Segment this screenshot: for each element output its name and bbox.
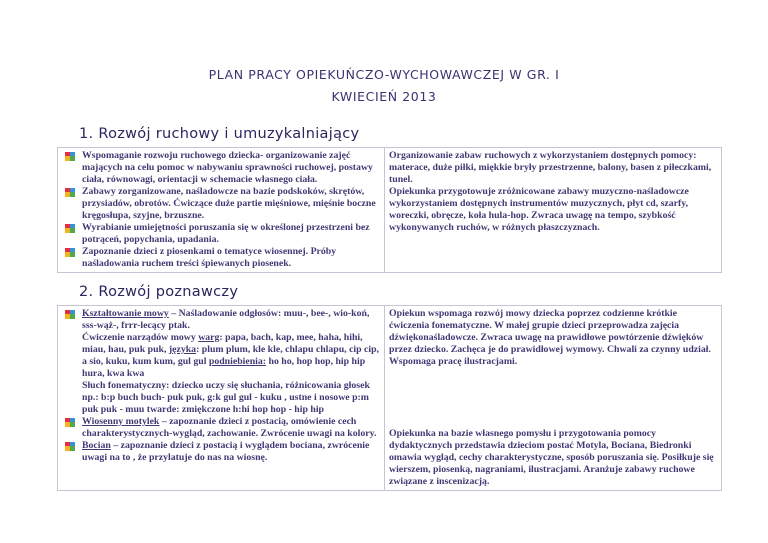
objectives-cell [58,306,385,491]
objectives-list [62,308,380,464]
methods-cell [385,148,722,273]
list-item-text: Wyrabianie umiejętności poruszania się w określonej przestrzeni bez potrąceń, popychania, upadania. [82,222,370,245]
term-speech: Kształtowanie mowy [82,308,169,319]
section-table-cognitive [57,305,722,491]
bullet-icon [65,188,75,197]
methods-cell [385,306,722,491]
list-item [62,186,380,222]
item-text: Ćwiczenie narządów mowy [82,332,199,343]
item-text: – Naśladowanie odgłosów: muu-, bee-, wio-koń, sss-wąż-, frrr-lecący ptak. [82,308,370,331]
item-text: ho ho, hop hop, hip hip hura, kwa kwa [82,356,366,379]
methods-paragraph: Opiekunka na bazie własnego pomysłu i przygotowania pomocy dydaktycznych przedstawia dzieciom postać Motyla, Bociana, Biedronki omawia wygląd, cechy charakterystyczne, sposób poruszania się. Posiłkuje się wierszem, piosenką, nagraniami, ilustracjami. Aranżuje zabawy ruchowe związane z inscenizacją. [389,428,714,487]
list-item [62,246,380,270]
section-heading-motor: 1. Rozwój ruchowy i umuzykalniający [79,126,360,142]
term-palate: podniebienia: [208,356,267,367]
list-item [62,222,380,246]
item-text: – zapoznanie dzieci z postacią, omówienie cech charakterystycznych-wygląd, zachowanie. Zwrócenie uwagi na kolory. [82,416,377,439]
bullet-icon [65,310,75,319]
list-item-text: Zapoznanie dzieci z piosenkami o tematyce wiosennej. Próby naśladowania ruchem treści śpiewanych piosenek. [82,246,337,269]
item-text: – zapoznanie dzieci z postacią i wyglądem bociana, zwrócenie uwagi na to , że przylatuje do nas na wiosnę. [82,440,370,463]
objectives-list [62,150,380,270]
term-butterfly: Wiosenny motylek [82,416,160,427]
term-lips: warg [198,332,220,343]
bullet-icon [65,224,75,233]
section-table-motor [57,147,722,273]
list-item-text: Wspomaganie rozwoju ruchowego dziecka- organizowanie zajęć mających na celu pomoc w nabywaniu sprawności ruchowej, postawy ciała, równowagi, orientacji w schemacie własnego ciała. [82,150,373,185]
item-text: : plum plum, kle kle, chlapu chlapu, cip cip, a sio, kuku, kum kum, gul gul [82,344,380,367]
document-title: PLAN PRACY OPIEKUŃCZO-WYCHOWAWCZEJ W GR. I [208,67,560,82]
list-item [62,150,380,186]
methods-paragraph: Opiekun wspomaga rozwój mowy dziecka poprzez codzienne krótkie ćwiczenia fonematyczne. W małej grupie dzieci przeprowadza zajęcia dźwiękonaśladowcze. Zwraca uwagę na prawidłowe powtórzenie dźwięków przez dziecko. Zachęca je do prawidłowej wymowy. Chwali za czynny udział. Wspomaga pracę ilustracjami. [389,308,711,367]
item-text: Słuch fonematyczny: dziecko uczy się słuchania, różnicowania głosek np.: b:p buch buch- puk puk, g:k gul gul - kuku , ustne i nosowe p:m puk puk - muu twarde: zmiękczone h:hi hop hop - hip hip [82,380,370,415]
list-item [62,440,380,464]
methods-paragraph: Organizowanie zabaw ruchowych z wykorzystaniem dostępnych pomocy: materace, duże piłki, miękkie bryły przestrzenne, balony, basen z piłeczkami, tunel. [389,150,712,185]
bullet-icon [65,442,75,451]
term-stork: Bocian [82,440,111,451]
list-item [62,416,380,440]
bullet-icon [65,418,75,427]
objectives-cell [58,148,385,273]
item-text: : papa, bach, kap, mee, haha, hihi, miau, hau, puk puk, [82,332,363,355]
list-item [62,308,380,416]
list-item-text: Zabawy zorganizowane, naśladowcze na bazie podskoków, skrętów, przysiadów, obrotów. Ćwiczące duże partie mięśniowe, mięśnie boczne kręgosłupa, szyjne, brzuszne. [82,186,376,221]
term-tongue: języka [168,344,197,355]
document-subtitle-month: KWIECIEŃ 2013 [331,89,437,104]
bullet-icon [65,248,75,257]
methods-paragraph: Opiekunka przygotowuje zróżnicowane zabawy muzyczno-naśladowcze wykorzystaniem dostępnych instrumentów muzycznych, płyt cd, szarfy, woreczki, obręcze, koła hula-hop. Zwraca uwagę na tempo, szybkość wykonywanych ruchów, w różnych płaszczyznach. [389,186,689,233]
section-heading-cognitive: 2. Rozwój poznawczy [79,284,239,300]
bullet-icon [65,152,75,161]
